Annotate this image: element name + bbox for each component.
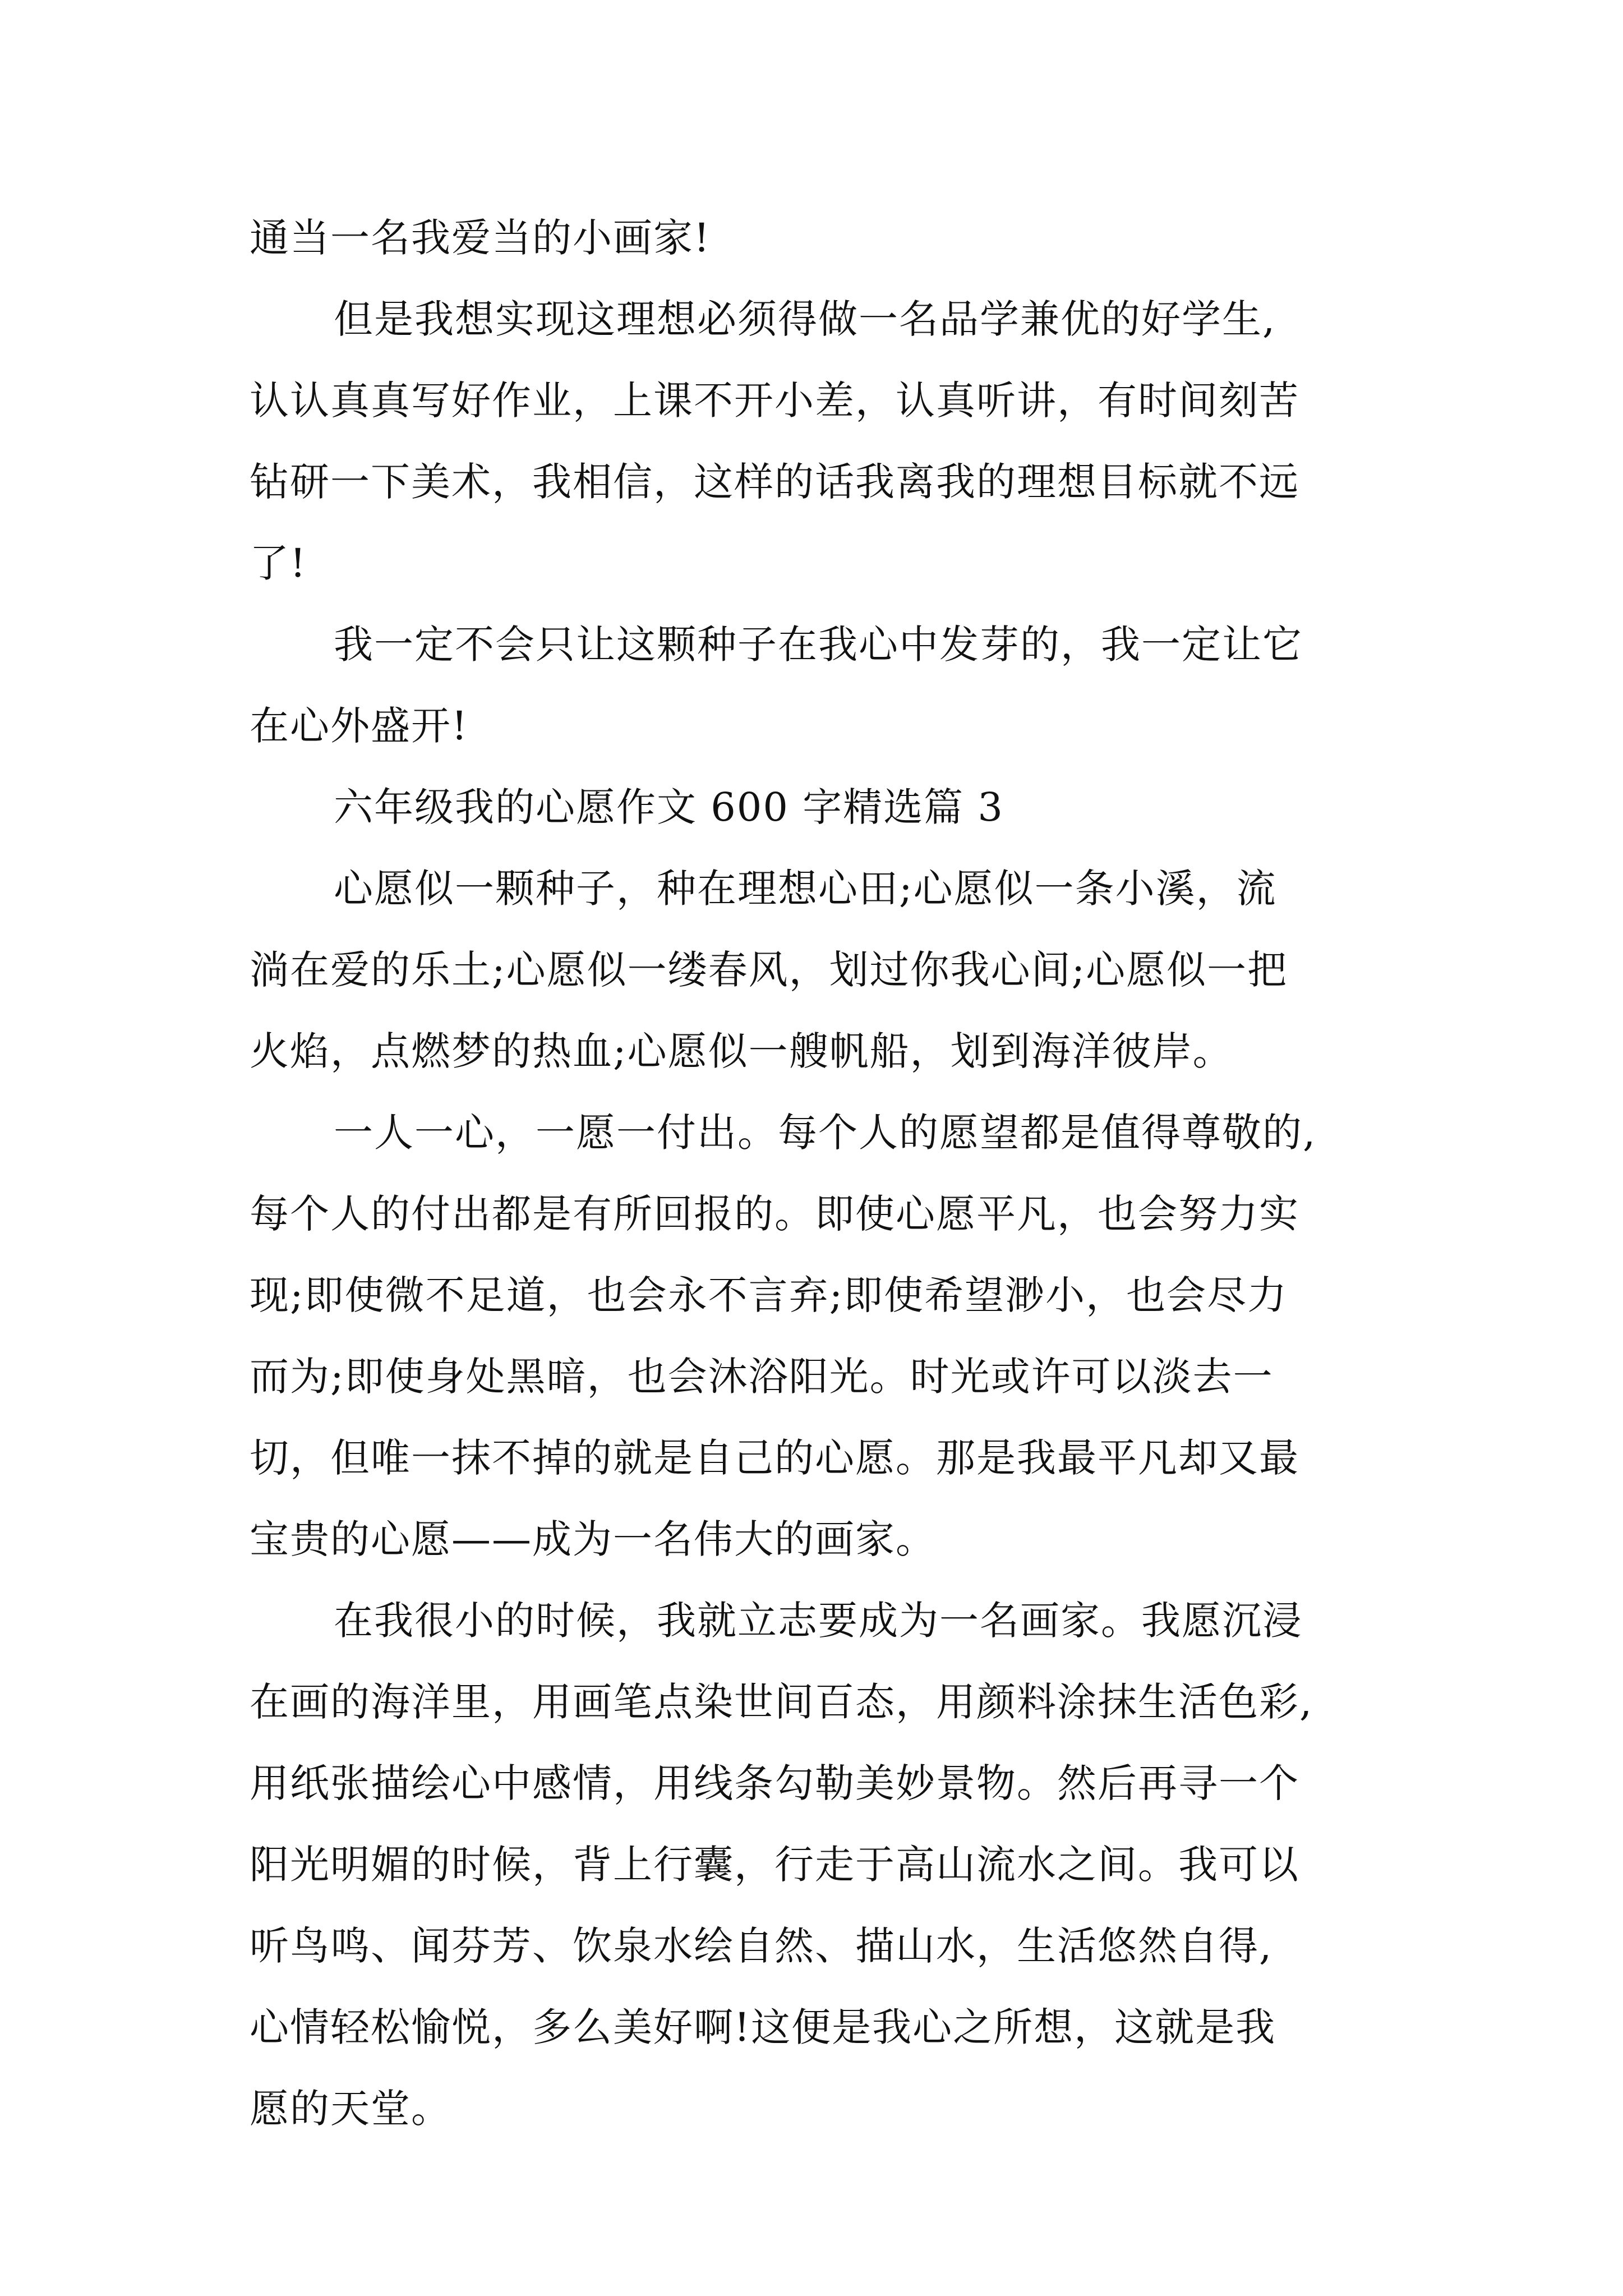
document-body [250,197,1377,2150]
text-line: 每个人的付出都是有所回报的。即使心愿平凡，也会努力实 [250,1191,1299,1237]
text-line: 在心外盛开! [250,703,469,749]
paragraph-start-line: 但是我想实现这理想必须得做一名品学兼优的好学生, [334,296,1276,342]
text-line: 阳光明媚的时候，背上行囊，行走于高山流水之间。我可以 [250,1842,1299,1888]
text-line: 用纸张描绘心中感情，用线条勾勒美妙景物。然后再寻一个 [250,1760,1299,1806]
paragraph-start-line: 我一定不会只让这颗种子在我心中发芽的，我一定让它 [334,622,1303,668]
section-heading: 六年级我的心愿作文 600 字精选篇 3 [334,784,1004,830]
text-line: 认认真真写好作业，上课不开小差，认真听讲，有时间刻苦 [250,378,1299,424]
text-line: 现;即使微不足道，也会永不言弃;即使希望渺小，也会尽力 [250,1272,1288,1318]
paragraph-start-line: 一人一心，一愿一付出。每个人的愿望都是值得尊敬的, [334,1110,1317,1156]
text-line: 愿的天堂。 [250,2086,451,2132]
text-line: 了! [250,540,307,586]
paragraph-start-line: 在我很小的时候，我就立志要成为一名画家。我愿沉浸 [334,1598,1303,1644]
text-line: 而为;即使身处黑暗，也会沐浴阳光。时光或许可以淡去一 [250,1354,1274,1400]
text-line: 心情轻松愉悦，多么美好啊!这便是我心之所想，这就是我 [250,2004,1276,2050]
text-line: 在画的海洋里，用画笔点染世间百态，用颜料涂抹生活色彩, [250,1679,1313,1725]
text-line: 通当一名我爱当的小画家! [250,215,711,261]
text-line: 钻研一下美术，我相信，这样的话我离我的理想目标就不远 [250,459,1299,505]
paragraph-start-line: 心愿似一颗种子，种在理想心田;心愿似一条小溪，流 [334,866,1277,912]
text-line: 淌在爱的乐土;心愿似一缕春风，划过你我心间;心愿似一把 [250,947,1288,993]
text-line: 听鸟鸣、闻芬芳、饮泉水绘自然、描山水，生活悠然自得, [250,1923,1273,1969]
text-line: 宝贵的心愿——成为一名伟大的画家。 [250,1516,936,1562]
text-line: 火焰，点燃梦的热血;心愿似一艘帆船，划到海洋彼岸。 [250,1028,1233,1074]
text-line: 切，但唯一抹不掉的就是自己的心愿。那是我最平凡却又最 [250,1435,1299,1481]
